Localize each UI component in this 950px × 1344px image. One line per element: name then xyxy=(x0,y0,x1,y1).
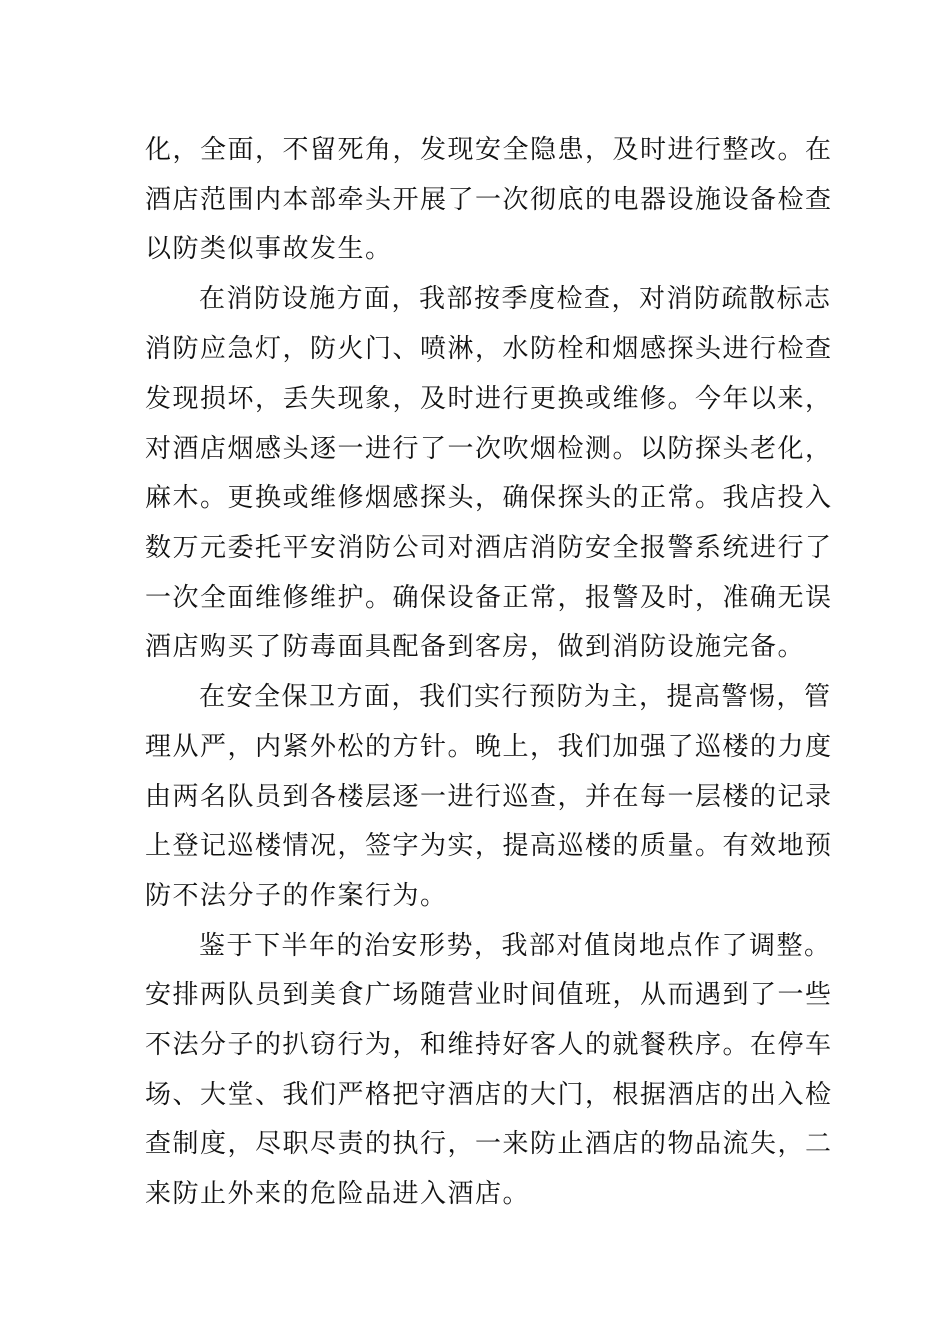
text-line: 麻木。更换或维修烟感探头，确保探头的正常。我店投入 xyxy=(145,483,833,513)
text-line: 一次全面维修维护。确保设备正常，报警及时，准确无误 xyxy=(145,583,833,613)
text-line: 查制度，尽职尽责的执行，一来防止酒店的物品流失，二 xyxy=(145,1129,833,1159)
text-line: 来防止外来的危险品进入酒店。 xyxy=(145,1179,531,1209)
paragraph-first-line: 鉴于下半年的治安形势，我部对值岗地点作了调整。 xyxy=(199,931,832,961)
text-line: 对酒店烟感头逐一进行了一次吹烟检测。以防探头老化， xyxy=(145,434,833,464)
text-line: 发现损坏，丢失现象，及时进行更换或维修。今年以来， xyxy=(145,384,833,414)
text-line: 数万元委托平安消防公司对酒店消防安全报警系统进行了 xyxy=(145,533,833,563)
text-line: 消防应急灯，防火门、喷淋，水防栓和烟感探头进行检查 xyxy=(145,334,833,364)
text-line: 酒店范围内本部牵头开展了一次彻底的电器设施设备检查 xyxy=(145,185,833,215)
text-line: 上登记巡楼情况，签字为实，提高巡楼的质量。有效地预 xyxy=(145,831,833,861)
text-line: 以防类似事故发生。 xyxy=(145,234,393,264)
text-line: 安排两队员到美食广场随营业时间值班，从而遇到了一些 xyxy=(145,980,833,1010)
text-line: 化，全面，不留死角，发现安全隐患，及时进行整改。在 xyxy=(145,135,833,165)
text-line: 由两名队员到各楼层逐一进行巡查，并在每一层楼的记录 xyxy=(145,782,833,812)
text-line: 酒店购买了防毒面具配备到客房，做到消防设施完备。 xyxy=(145,632,806,662)
paragraph-first-line: 在安全保卫方面，我们实行预防为主，提高警惕，管 xyxy=(199,682,832,712)
text-line: 理从严，内紧外松的方针。晚上，我们加强了巡楼的力度 xyxy=(145,732,833,762)
paragraph-first-line: 在消防设施方面，我部按季度检查，对消防疏散标志 xyxy=(199,284,832,314)
text-line: 场、大堂、我们严格把守酒店的大门，根据酒店的出入检 xyxy=(145,1080,833,1110)
text-line: 防不法分子的作案行为。 xyxy=(145,881,448,911)
text-line: 不法分子的扒窃行为，和维持好客人的就餐秩序。在停车 xyxy=(145,1030,833,1060)
